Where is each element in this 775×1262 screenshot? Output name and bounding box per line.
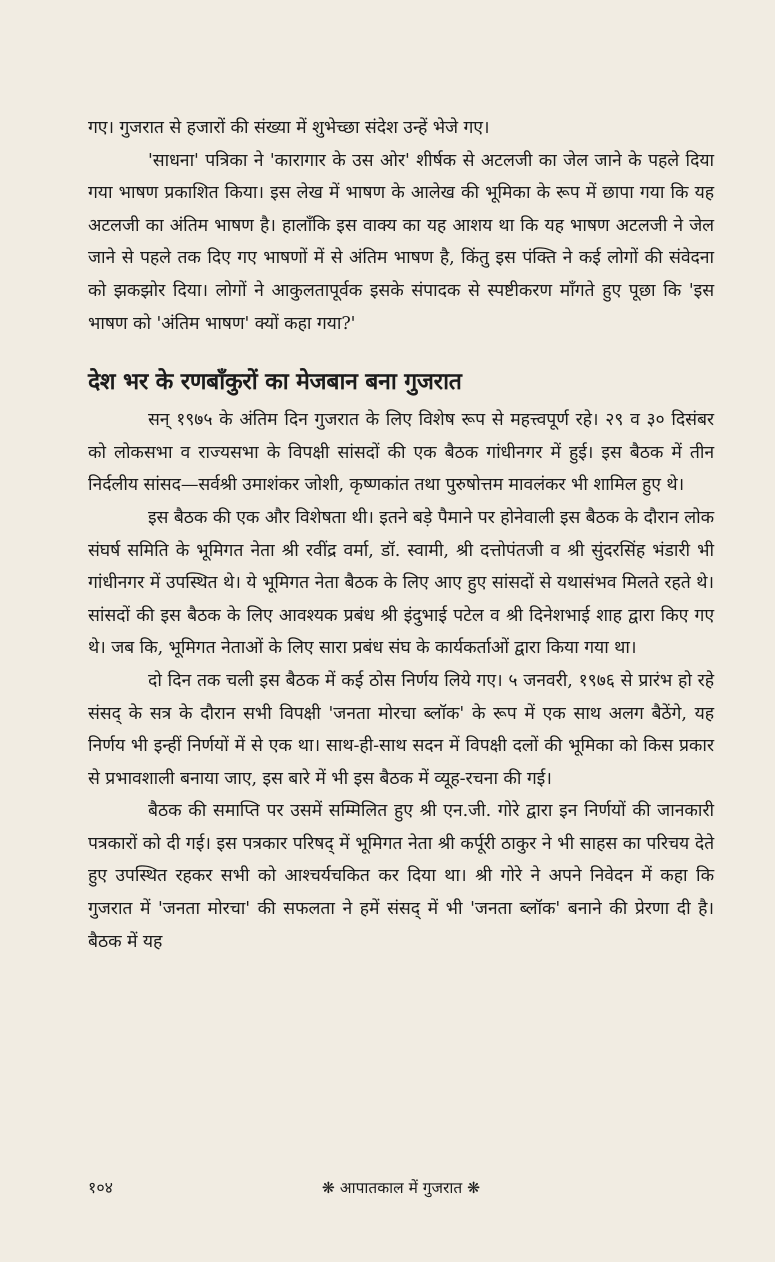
paragraph-sadhana: 'साधना' पत्रिका ने 'कारागार के उस ओर' शीर्षक से अटलजी का जेल जाने के पहले दिया गया भाषण प्रकाशित किया। इस लेख में भाषण के आलेख की भूमिका के रूप में छापा गया कि यह अटलजी का अंतिम भाषण है। हालाँकि इस वाक्य का यह आशय था कि यह भाषण अटलजी ने जेल जाने से पहले तक दिए गए भाषणों में से अंतिम भाषण है, किंतु इस पंक्ति ने कई लोगों की संवेदना को झकझोर दिया। लोगों ने आकुलतापूर्वक इसके संपादक से स्पष्टीकरण माँगते हुए पूछा कि 'इस भाषण को 'अंतिम भाषण' क्यों कहा गया?' [88, 150, 714, 334]
page-body [88, 112, 714, 958]
paragraph-underground-leaders: इस बैठक की एक और विशेषता थी। इतने बड़े पैमाने पर होनेवाली इस बैठक के दौरान लोक संघर्ष समिति के भूमिगत नेता श्री रवींद्र वर्मा, डॉ. स्वामी, श्री दत्तोपंतजी व श्री सुंदरसिंह भंडारी भी गांधीनगर में उपस्थित थे। ये भूमिगत नेता बैठक के लिए आए हुए सांसदों से यथासंभव मिलते रहते थे। सांसदों की इस बैठक के लिए आवश्यक प्रबंध श्री इंदुभाई पटेल व श्री दिनेशभाई शाह द्वारा किए गए थे। जब कि, भूमिगत नेताओं के लिए सारा प्रबंध संघ के कार्यकर्ताओं द्वारा किया गया था। [88, 507, 714, 659]
paragraph-decisions: दो दिन तक चली इस बैठक में कई ठोस निर्णय लिये गए। ५ जनवरी, १९७६ से प्रारंभ हो रहे संसद् के सत्र के दौरान सभी विपक्षी 'जनता मोरचा ब्लॉक' के रूप में एक साथ अलग बैठेंगे, यह निर्णय भी इन्हीं निर्णयों में से एक था। साथ-ही-साथ सदन में विपक्षी दलों की भूमिका को किस प्रकार से प्रभावशाली बनाया जाए, इस बारे में भी इस बैठक में व्यूह-रचना की गई। [88, 670, 714, 789]
page-number: १०४ [88, 1178, 113, 1197]
paragraph-continuation: गए। गुजरात से हजारों की संख्या में शुभेच्छा संदेश उन्हें भेजे गए। [88, 118, 490, 138]
paragraph-press-conference: बैठक की समाप्ति पर उसमें सम्मिलित हुए श्री एन.जी. गोरे द्वारा इन निर्णयों की जानकारी पत्रकारों को दी गई। इस पत्रकार परिषद् में भूमिगत नेता श्री कर्पूरी ठाकुर ने भी साहस का परिचय देते हुए उपस्थित रहकर सभी को आश्चर्यचकित कर दिया था। श्री गोरे ने अपने निवेदन में कहा कि गुजरात में 'जनता मोरचा' की सफलता ने हमें संसद् में भी 'जनता ब्लॉक' बनाने की प्रेरणा दी है। बैठक में यह [88, 801, 714, 952]
page-footer [88, 1176, 714, 1202]
paragraph-meeting: सन् १९७५ के अंतिम दिन गुजरात के लिए विशेष रूप से महत्त्वपूर्ण रहे। २९ व ३० दिसंबर को लोकसभा व राज्यसभा के विपक्षी सांसदों की एक बैठक गांधीनगर में हुई। इस बैठक में तीन निर्दलीय सांसद—सर्वश्री उमाशंकर जोशी, कृष्णकांत तथा पुरुषोत्तम मावलंकर भी शामिल हुए थे। [88, 410, 714, 496]
section-heading: देश भर के रणबाँकुरों का मेजबान बना गुजरात [88, 369, 462, 396]
running-title: ❋ आपातकाल में गुजरात ❋ [321, 1179, 481, 1197]
